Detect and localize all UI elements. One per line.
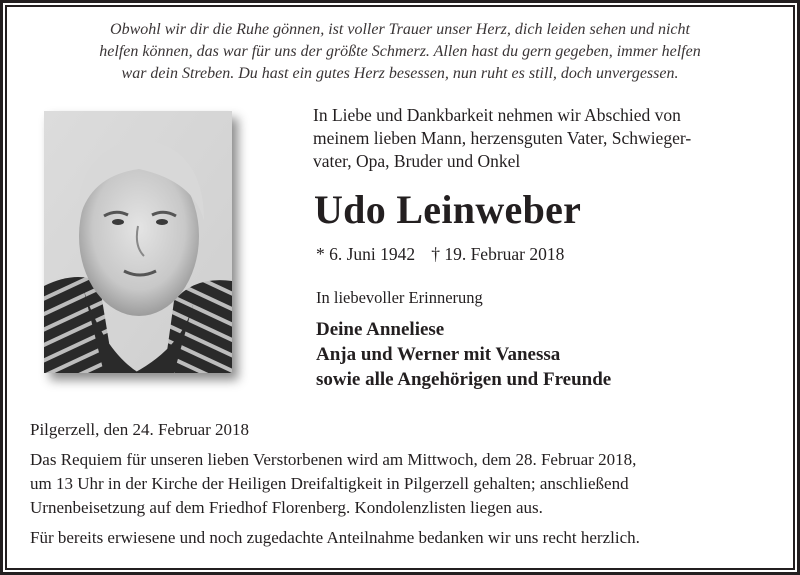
thanks-note: Für bereits erwiesene und noch zugedachte Anteilnahme bedanken wir uns recht herzlich. — [30, 528, 640, 547]
death-date: † 19. Februar 2018 — [431, 244, 565, 264]
intro-line: In Liebe und Dankbarkeit nehmen wir Abschied von — [313, 105, 681, 125]
portrait-image — [44, 111, 232, 373]
requiem-line: Urnenbeisetzung auf dem Friedhof Florenberg. Kondolenzlisten liegen aus. — [30, 498, 543, 517]
mourner-line: sowie alle Angehörigen und Freunde — [316, 369, 612, 390]
requiem-notice — [30, 448, 636, 520]
farewell-intro — [313, 104, 691, 173]
mourner-line: Deine Anneliese — [316, 319, 445, 340]
birth-date: * 6. Juni 1942 — [316, 244, 416, 264]
deceased-name: Udo Leinweber — [314, 187, 582, 232]
intro-line: vater, Opa, Bruder und Onkel — [313, 151, 521, 171]
mourners-list — [316, 317, 611, 392]
requiem-line: Das Requiem für unseren lieben Verstorbenen wird am Mittwoch, dem 28. Februar 2018, — [30, 450, 637, 469]
place-and-date: Pilgerzell, den 24. Februar 2018 — [30, 420, 250, 439]
mourner-line: Anja und Werner mit Vanessa — [316, 344, 561, 365]
poem-line: Obwohl wir dir die Ruhe gönnen, ist voller Trauer unser Herz, dich leiden sehen und nicht — [110, 21, 690, 38]
life-dates — [316, 243, 564, 265]
poem-verse — [10, 19, 790, 85]
poem-line: helfen können, das war für uns der größte Schmerz. Allen hast du gern gegeben, immer helfen — [99, 43, 701, 60]
poem-line: war dein Streben. Du hast ein gutes Herz besessen, nun ruht es still, doch unvergessen. — [121, 65, 679, 82]
memory-label: In liebevoller Erinnerung — [316, 288, 483, 307]
requiem-line: um 13 Uhr in der Kirche der Heiligen Dreifaltigkeit in Pilgerzell gehalten; anschließend — [30, 474, 629, 493]
portrait-photo — [44, 111, 232, 373]
intro-line: meinem lieben Mann, herzensguten Vater, Schwieger- — [313, 128, 692, 148]
